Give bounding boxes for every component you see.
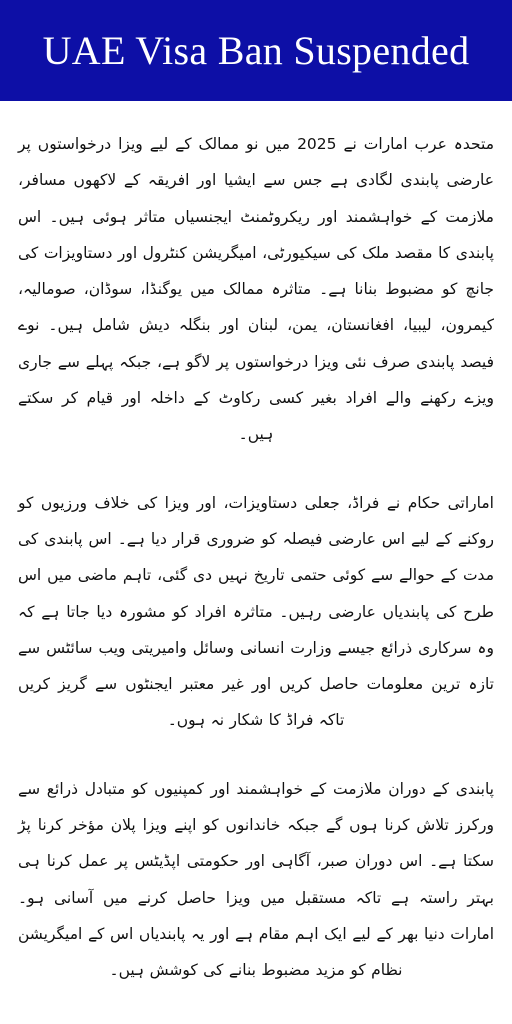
page-title: UAE Visa Ban Suspended xyxy=(42,28,470,73)
article-paragraph-2: اماراتی حکام نے فراڈ، جعلی دستاویزات، اور ویزا کی خلاف ورزیوں کو روکنے کے لیے اس عارضی فیصلہ کو ضروری قرار دیا ہے۔ اس پابندی کی مدت کے حوالے سے کوئی حتمی تاریخ نہیں دی گئی، تاہم ماضی میں اس طرح کی پابندیاں عارضی رہیں۔ متاثرہ افراد کو مشورہ دیا جاتا ہے کہ وہ سرکاری ذرائع جیسے وزارت انسانی وسائل وامیریتی ویب سائٹس سے تازہ ترین معلومات حاصل کریں اور غیر معتبر ایجنٹوں سے گریز کریں تاکہ فراڈ کا شکار نہ ہوں۔ xyxy=(18,493,494,730)
title-banner xyxy=(0,0,512,101)
article-paragraph-3: پابندی کے دوران ملازمت کے خواہشمند اور کمپنیوں کو متبادل ذرائع سے ورکرز تلاش کرنا ہوں گے جبکہ خاندانوں کو اپنے ویزا پلان مؤخر کرنا پڑ سکتا ہے۔ اس دوران صبر، آگاہی اور حکومتی اپڈیٹس پر عمل کرنا ہی بہتر راستہ ہے تاکہ مستقبل میں ویزا حاصل کرنے میں آسانی ہو۔ امارات دنیا بھر کے لیے ایک اہم مقام ہے اور یہ پابندیاں اس کے امیگریشن نظام کو مزید مضبوط بنانے کی کوشش ہیں۔ xyxy=(18,779,494,980)
article-body xyxy=(18,126,494,1016)
article-paragraph-1: متحدہ عرب امارات نے 2025 میں نو ممالک کے لیے ویزا درخواستوں پر عارضی پابندی لگادی ہے جس سے ایشیا اور افریقہ کے لاکھوں مسافر، ملازمت کے خواہشمند اور ریکروٹمنٹ ایجنسیاں متاثر ہوئی ہیں۔ اس پابندی کا مقصد ملک کی سیکیورٹی، امیگریشن کنٹرول اور دستاویزات کی جانچ کو مضبوط بنانا ہے۔ متاثرہ ممالک میں یوگنڈا، سوڈان، صومالیہ، کیمرون، لیبیا، افغانستان، یمن، لبنان اور بنگلہ دیش شامل ہیں۔ نوے فیصد پابندی صرف نئی ویزا درخواستوں پر لاگو ہے، جبکہ پہلے سے جاری ویزے رکھنے والے افراد بغیر کسی رکاوٹ کے داخلہ اور قیام کر سکتے ہیں۔ xyxy=(18,135,495,444)
